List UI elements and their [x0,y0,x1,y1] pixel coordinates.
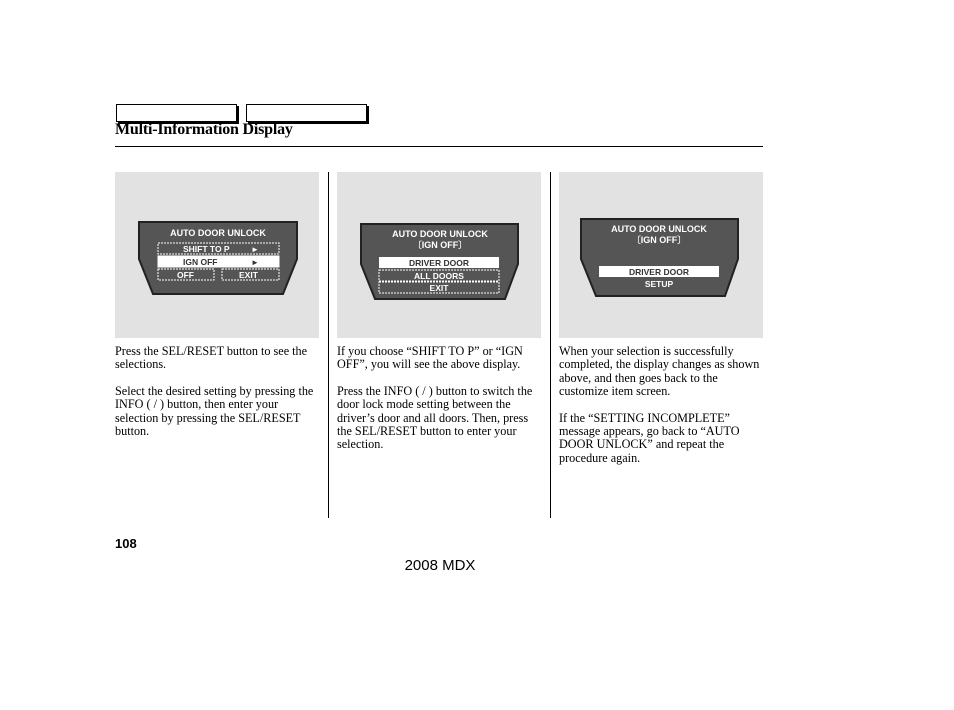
column-divider [328,172,329,518]
display-illustration-2 [337,172,541,338]
display-option: SHIFT TO P [183,244,230,254]
display-option: EXIT [429,283,449,293]
display-option: SETUP [644,279,674,289]
display-option-selected: IGN OFF [183,257,218,267]
column-text-3 [559,345,765,478]
paragraph: Press the INFO ( / ) button to switch the door lock mode setting between the driver’s door and all doors. Then, press the SEL/RESET button to enter your selection. [337,383,533,452]
display-title: AUTO DOOR UNLOCK [170,228,266,238]
display-option-selected: DRIVER DOOR [409,258,469,268]
display-option: OFF [177,270,194,280]
display-option: EXIT [239,270,258,280]
header-tab-box [116,104,237,122]
paragraph: When your selection is successfully completed, the display changes as shown above, and then goes back to the customize item screen. [559,344,760,399]
display-subtitle: 〔IGN OFF〕 [412,240,468,250]
display-option: ALL DOORS [414,271,464,281]
display-title: AUTO DOOR UNLOCK [611,224,707,234]
paragraph: Press the SEL/RESET button to see the selections. [115,344,308,372]
paragraph: Select the desired setting by pressing the INFO ( / ) button, then enter your selection by pressing the SEL/RESET button. [115,383,314,439]
display-subtitle: 〔IGN OFF〕 [631,235,687,245]
title-rule [115,146,763,147]
arrow-right-icon: ► [251,245,259,254]
display-title: AUTO DOOR UNLOCK [392,229,488,239]
paragraph: If you choose “SHIFT TO P” or “IGN OFF”, you will see the above display. [337,344,523,372]
column-divider [550,172,551,518]
arrow-right-icon: ► [251,258,259,267]
display-option-selected: DRIVER DOOR [629,267,689,277]
header-tab-box [246,104,367,122]
footer-model: 2008 MDX [404,557,476,574]
page-title: Multi-Information Display [115,121,293,138]
column-text-1 [115,345,321,451]
column-text-2 [337,345,543,465]
display-illustration-3 [559,172,763,338]
display-illustration-1 [115,172,319,338]
page-number: 108 [115,536,137,551]
paragraph: If the “SETTING INCOMPLETE” message appears, go back to “AUTO DOOR UNLOCK” and repeat the procedure again. [559,410,740,465]
